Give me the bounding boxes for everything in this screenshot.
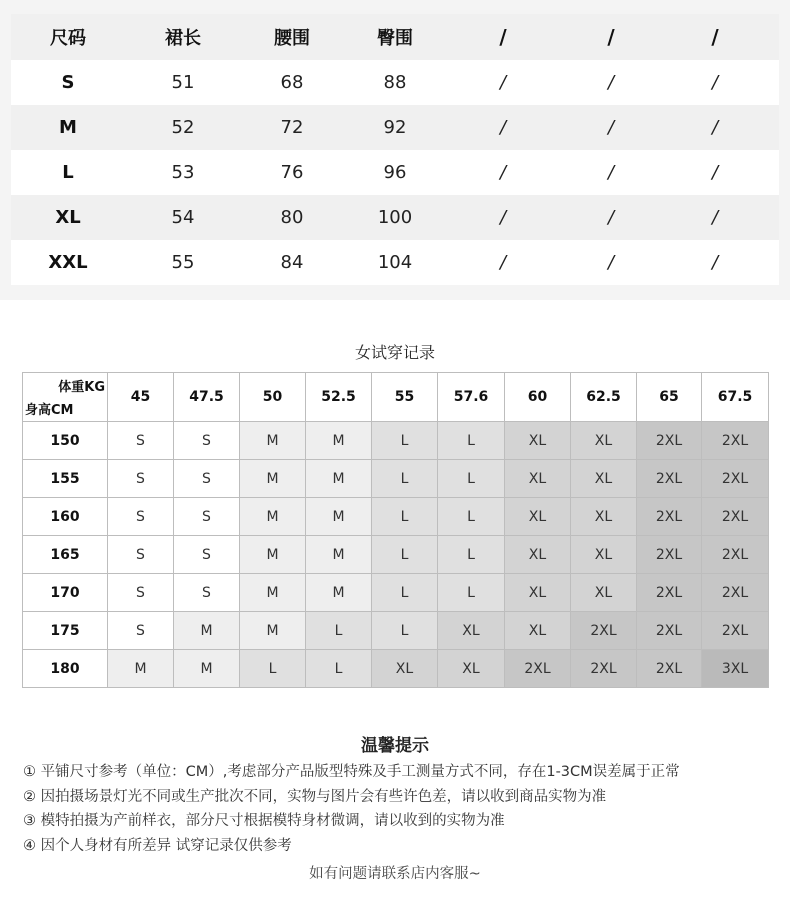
size-recommendation: 2XL bbox=[637, 498, 702, 536]
size-row bbox=[11, 240, 779, 285]
size-recommendation: 2XL bbox=[637, 460, 702, 498]
size-value: 80 bbox=[280, 207, 304, 228]
size-recommendation: M bbox=[306, 498, 372, 536]
height-label: 165 bbox=[23, 536, 108, 574]
size-recommendation: L bbox=[372, 612, 438, 650]
tips-list bbox=[23, 760, 783, 858]
weight-header: 67.5 bbox=[702, 373, 769, 422]
size-recommendation: S bbox=[108, 612, 174, 650]
tryon-row bbox=[23, 612, 769, 650]
weight-header: 62.5 bbox=[571, 373, 637, 422]
header-cell: / bbox=[499, 25, 507, 49]
size-label: L bbox=[62, 162, 74, 183]
size-value: / bbox=[607, 72, 615, 93]
header-cell: 尺码 bbox=[50, 28, 86, 49]
size-value: 53 bbox=[171, 162, 195, 183]
size-value: 96 bbox=[383, 162, 407, 183]
size-recommendation: S bbox=[174, 460, 240, 498]
size-value: / bbox=[499, 252, 507, 273]
size-recommendation: XL bbox=[571, 498, 637, 536]
size-recommendation: S bbox=[174, 574, 240, 612]
size-recommendation: L bbox=[372, 460, 438, 498]
size-recommendation: L bbox=[438, 422, 505, 460]
weight-header: 45 bbox=[108, 373, 174, 422]
size-value: 68 bbox=[280, 72, 304, 93]
size-value: / bbox=[711, 252, 719, 273]
tryon-row bbox=[23, 460, 769, 498]
size-recommendation: M bbox=[240, 498, 306, 536]
size-recommendation: XL bbox=[571, 422, 637, 460]
size-value: / bbox=[711, 207, 719, 228]
size-value: 76 bbox=[280, 162, 304, 183]
size-value: / bbox=[499, 117, 507, 138]
size-value: / bbox=[711, 72, 719, 93]
header-cell: / bbox=[711, 25, 719, 49]
size-value: / bbox=[607, 162, 615, 183]
header-cell: / bbox=[607, 25, 615, 49]
size-recommendation: 2XL bbox=[702, 536, 769, 574]
size-recommendation: S bbox=[108, 460, 174, 498]
size-recommendation: 2XL bbox=[702, 498, 769, 536]
size-recommendation: L bbox=[438, 460, 505, 498]
size-recommendation: M bbox=[108, 650, 174, 688]
size-recommendation: L bbox=[438, 536, 505, 574]
size-recommendation: S bbox=[174, 498, 240, 536]
tips-title: 温馨提示 bbox=[361, 736, 429, 756]
size-recommendation: M bbox=[306, 536, 372, 574]
size-value: 55 bbox=[171, 252, 195, 273]
size-value: / bbox=[711, 162, 719, 183]
size-table bbox=[11, 14, 779, 285]
contact-note: 如有问题请联系店内客服~ bbox=[309, 866, 481, 882]
height-axis-label: 身高CM bbox=[25, 403, 74, 418]
size-value: 84 bbox=[280, 252, 304, 273]
size-recommendation: M bbox=[240, 536, 306, 574]
size-recommendation: M bbox=[174, 650, 240, 688]
size-recommendation: XL bbox=[372, 650, 438, 688]
size-recommendation: L bbox=[372, 422, 438, 460]
size-value: 92 bbox=[383, 117, 407, 138]
height-label: 180 bbox=[23, 650, 108, 688]
tryon-title: 女试穿记录 bbox=[354, 343, 435, 362]
size-recommendation: S bbox=[108, 574, 174, 612]
size-recommendation: S bbox=[108, 498, 174, 536]
size-recommendation: 2XL bbox=[571, 650, 637, 688]
size-recommendation: S bbox=[174, 536, 240, 574]
size-value: 54 bbox=[171, 207, 195, 228]
size-value: 88 bbox=[383, 72, 407, 93]
size-value: / bbox=[607, 117, 615, 138]
weight-header: 47.5 bbox=[174, 373, 240, 422]
size-value: 51 bbox=[171, 72, 195, 93]
size-recommendation: XL bbox=[571, 574, 637, 612]
size-value: / bbox=[607, 207, 615, 228]
tryon-row bbox=[23, 536, 769, 574]
height-label: 150 bbox=[23, 422, 108, 460]
size-row bbox=[11, 195, 779, 240]
size-value: / bbox=[499, 207, 507, 228]
tryon-row bbox=[23, 422, 769, 460]
size-recommendation: XL bbox=[505, 422, 571, 460]
size-value: 104 bbox=[377, 252, 413, 273]
size-value: / bbox=[499, 72, 507, 93]
size-value: / bbox=[711, 117, 719, 138]
size-recommendation: XL bbox=[438, 612, 505, 650]
size-recommendation: 3XL bbox=[702, 650, 769, 688]
size-label: XXL bbox=[48, 252, 88, 273]
corner-cell bbox=[23, 373, 108, 422]
size-recommendation: XL bbox=[505, 612, 571, 650]
size-recommendation: 2XL bbox=[702, 422, 769, 460]
size-recommendation: M bbox=[240, 460, 306, 498]
height-label: 160 bbox=[23, 498, 108, 536]
size-recommendation: XL bbox=[505, 460, 571, 498]
size-label: XL bbox=[55, 207, 81, 228]
size-recommendation: L bbox=[372, 536, 438, 574]
size-label: M bbox=[59, 117, 77, 138]
size-recommendation: S bbox=[108, 422, 174, 460]
size-recommendation: XL bbox=[505, 536, 571, 574]
size-recommendation: XL bbox=[505, 574, 571, 612]
tryon-header-row bbox=[23, 373, 769, 422]
tip-item: ① 平铺尺寸参考（单位：CM）,考虑部分产品版型特殊及手工测量方式不同，存在1-3CM误差属于正常 bbox=[23, 764, 680, 780]
weight-header: 65 bbox=[637, 373, 702, 422]
size-recommendation: M bbox=[306, 460, 372, 498]
size-value: 72 bbox=[280, 117, 304, 138]
header-cell: 裙长 bbox=[165, 28, 201, 49]
tip-item: ③ 模特拍摄为产前样衣，部分尺寸根据模特身材微调，请以收到的实物为准 bbox=[23, 813, 505, 829]
weight-axis-label: 体重KG bbox=[58, 380, 105, 395]
size-row bbox=[11, 60, 779, 105]
size-recommendation: XL bbox=[571, 460, 637, 498]
tryon-table bbox=[22, 372, 769, 688]
size-recommendation: M bbox=[174, 612, 240, 650]
size-recommendation: L bbox=[372, 574, 438, 612]
tryon-row bbox=[23, 650, 769, 688]
size-value: 100 bbox=[377, 207, 413, 228]
tip-item: ② 因拍摄场景灯光不同或生产批次不同，实物与图片会有些许色差，请以收到商品实物为准 bbox=[23, 788, 607, 805]
size-recommendation: 2XL bbox=[637, 612, 702, 650]
size-row bbox=[11, 105, 779, 150]
size-recommendation: S bbox=[108, 536, 174, 574]
size-label: S bbox=[61, 72, 75, 93]
height-label: 175 bbox=[23, 612, 108, 650]
size-table-header bbox=[11, 14, 779, 60]
size-recommendation: 2XL bbox=[637, 422, 702, 460]
weight-header: 55 bbox=[372, 373, 438, 422]
size-recommendation: XL bbox=[571, 536, 637, 574]
size-value: / bbox=[607, 252, 615, 273]
weight-header: 57.6 bbox=[438, 373, 505, 422]
weight-header: 52.5 bbox=[306, 373, 372, 422]
size-chart-section bbox=[0, 0, 790, 300]
size-recommendation: 2XL bbox=[637, 536, 702, 574]
size-recommendation: 2XL bbox=[637, 574, 702, 612]
size-value: / bbox=[499, 162, 507, 183]
header-cell: 腰围 bbox=[274, 28, 310, 49]
weight-header: 60 bbox=[505, 373, 571, 422]
header-cell: 臀围 bbox=[377, 28, 413, 49]
size-recommendation: L bbox=[438, 574, 505, 612]
size-recommendation: 2XL bbox=[505, 650, 571, 688]
size-recommendation: L bbox=[372, 498, 438, 536]
size-recommendation: 2XL bbox=[702, 574, 769, 612]
size-row bbox=[11, 150, 779, 195]
size-recommendation: L bbox=[438, 498, 505, 536]
size-recommendation: M bbox=[306, 574, 372, 612]
size-recommendation: L bbox=[306, 612, 372, 650]
size-recommendation: 2XL bbox=[702, 460, 769, 498]
tip-item: ④ 因个人身材有所差异 试穿记录仅供参考 bbox=[23, 837, 292, 854]
size-recommendation: 2XL bbox=[637, 650, 702, 688]
height-label: 155 bbox=[23, 460, 108, 498]
size-recommendation: 2XL bbox=[702, 612, 769, 650]
size-recommendation: M bbox=[240, 574, 306, 612]
tryon-row bbox=[23, 498, 769, 536]
tryon-row bbox=[23, 574, 769, 612]
size-recommendation: M bbox=[240, 612, 306, 650]
size-recommendation: XL bbox=[438, 650, 505, 688]
size-recommendation: XL bbox=[505, 498, 571, 536]
size-recommendation: M bbox=[240, 422, 306, 460]
weight-header: 50 bbox=[240, 373, 306, 422]
size-recommendation: L bbox=[240, 650, 306, 688]
size-recommendation: S bbox=[174, 422, 240, 460]
size-value: 52 bbox=[171, 117, 195, 138]
size-recommendation: L bbox=[306, 650, 372, 688]
size-recommendation: 2XL bbox=[571, 612, 637, 650]
height-label: 170 bbox=[23, 574, 108, 612]
size-recommendation: M bbox=[306, 422, 372, 460]
